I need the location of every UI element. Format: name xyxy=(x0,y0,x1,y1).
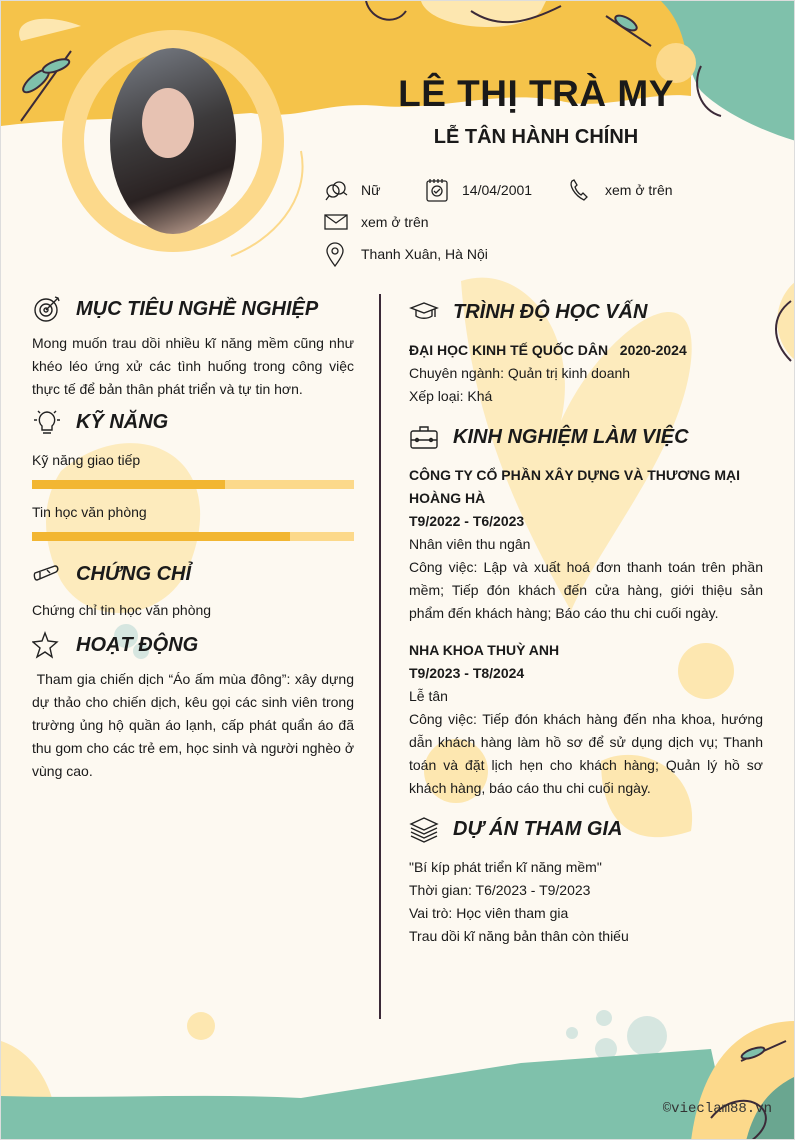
job-entry xyxy=(409,639,763,800)
education-grade: Xếp loại: Khá xyxy=(409,388,493,404)
job-position: Lễ tân xyxy=(409,688,448,704)
contact-phone xyxy=(567,177,673,203)
skill-bar xyxy=(32,480,354,489)
skill-item xyxy=(32,449,354,489)
job-description: Công việc: Lập và xuất hoá đơn thanh toán trên phần mềm; Tiếp đón khách đến cửa hàng, giới thiệu sản phẩm đến khách hàng; Báo cáo thu chi cuối ngày. xyxy=(409,559,763,621)
experience-title: KINH NGHIỆM LÀM VIỆC xyxy=(453,425,689,448)
education-title: TRÌNH ĐỘ HỌC VẤN xyxy=(453,300,648,323)
job-company: NHA KHOA THUỲ ANH xyxy=(409,642,560,658)
calendar-icon xyxy=(424,177,450,203)
education-school-row xyxy=(409,339,763,362)
project-name: "Bí kíp phát triển kĩ năng mềm" xyxy=(409,859,602,875)
projects-title: DỰ ÁN THAM GIA xyxy=(453,817,623,840)
skill-bar xyxy=(32,532,354,541)
star-icon xyxy=(32,630,62,660)
skill-item xyxy=(32,501,354,541)
contact-address xyxy=(323,241,488,267)
profile-photo xyxy=(110,48,236,234)
contact-birthday xyxy=(424,177,532,203)
project-entry xyxy=(409,856,763,948)
phone-icon xyxy=(567,177,593,203)
lightbulb-icon xyxy=(32,407,62,437)
education-major: Chuyên ngành: Quản trị kinh doanh xyxy=(409,365,631,381)
skills-title: KỸ NĂNG xyxy=(76,410,169,433)
project-description: Trau dồi kĩ năng bản thân còn thiếu xyxy=(409,928,629,944)
skill-label: Tin học văn phòng xyxy=(32,504,147,520)
certificates-title: CHỨNG CHỈ xyxy=(76,562,192,585)
address-value: Thanh Xuân, Hà Nội xyxy=(361,246,488,262)
right-column xyxy=(409,297,763,948)
job-position: Nhân viên thu ngân xyxy=(409,536,531,552)
job-period: T9/2022 - T6/2023 xyxy=(409,513,525,529)
briefcase-icon xyxy=(409,422,439,452)
certificate-text: Chứng chỉ tin học văn phòng xyxy=(32,602,212,618)
objective-text: Mong muốn trau dồi nhiều kĩ năng mềm cũng như khéo léo ứng xử các tình huống trong công việc thực tế để bản thân phát triển và tự tin hơn. xyxy=(32,335,354,397)
job-title: LỄ TÂN HÀNH CHÍNH xyxy=(433,126,639,148)
graduation-cap-icon xyxy=(409,297,439,327)
activities-title: HOẠT ĐỘNG xyxy=(76,633,199,656)
watermark: ©vieclam88.vn xyxy=(662,1101,772,1117)
left-column xyxy=(32,294,358,783)
job-description: Công việc: Tiếp đón khách hàng đến nha khoa, hướng dẫn khách hàng làm hồ sơ để sử dụng dịch vụ; Thanh toán và đặt lịch hẹn cho khách hàng; Quản lý hồ sơ khách hàng, báo cáo thu chi cuối ngày. xyxy=(409,711,763,796)
project-time: Thời gian: T6/2023 - T9/2023 xyxy=(409,882,591,898)
school-name: ĐẠI HỌC KINH TẾ QUỐC DÂN xyxy=(409,342,609,358)
birthday-value: 14/04/2001 xyxy=(462,182,533,198)
objective-title: MỤC TIÊU NGHỀ NGHIỆP xyxy=(76,297,319,320)
section-experience-heading xyxy=(409,422,763,452)
section-activities-heading xyxy=(32,630,354,660)
phone-value: xem ở trên xyxy=(605,182,673,198)
section-certificates-heading xyxy=(32,559,354,589)
job-company: CÔNG TY CỔ PHẦN XÂY DỰNG VÀ THƯƠNG MẠI HOÀNG HÀ xyxy=(409,467,741,506)
section-projects-heading xyxy=(409,814,763,844)
email-icon xyxy=(323,209,349,235)
contact-email xyxy=(323,209,429,235)
skill-bar-fill xyxy=(32,480,225,489)
skill-bar-fill xyxy=(32,532,290,541)
layers-stack-icon xyxy=(409,814,439,844)
section-education-heading xyxy=(409,297,763,327)
activities-text: Tham gia chiến dịch “Áo ấm mùa đông”: xây dựng dự thảo cho chiến dịch, kêu gọi các sinh viên trong trường ủng hộ quần áo lạnh, cấp phát quẩn áo đã thu gom cho các trẻ em, học sinh và người nghèo ở vùng cao. xyxy=(32,671,358,779)
school-years: 2020-2024 xyxy=(619,342,687,358)
section-skills-heading xyxy=(32,407,354,437)
email-value: xem ở trên xyxy=(361,214,429,230)
project-role: Vai trò: Học viên tham gia xyxy=(409,905,569,921)
column-divider xyxy=(379,294,381,1019)
job-period: T9/2023 - T8/2024 xyxy=(409,665,525,681)
target-icon xyxy=(32,294,62,324)
candidate-name: LÊ THỊ TRÀ MY xyxy=(398,73,674,114)
contact-gender xyxy=(323,177,380,203)
gender-icon xyxy=(323,177,349,203)
skill-label: Kỹ năng giao tiếp xyxy=(32,452,141,468)
location-pin-icon xyxy=(323,241,349,267)
gender-value: Nữ xyxy=(361,182,381,198)
job-entry xyxy=(409,464,763,625)
certificate-scroll-icon xyxy=(32,559,62,589)
section-objective-heading xyxy=(32,294,354,324)
